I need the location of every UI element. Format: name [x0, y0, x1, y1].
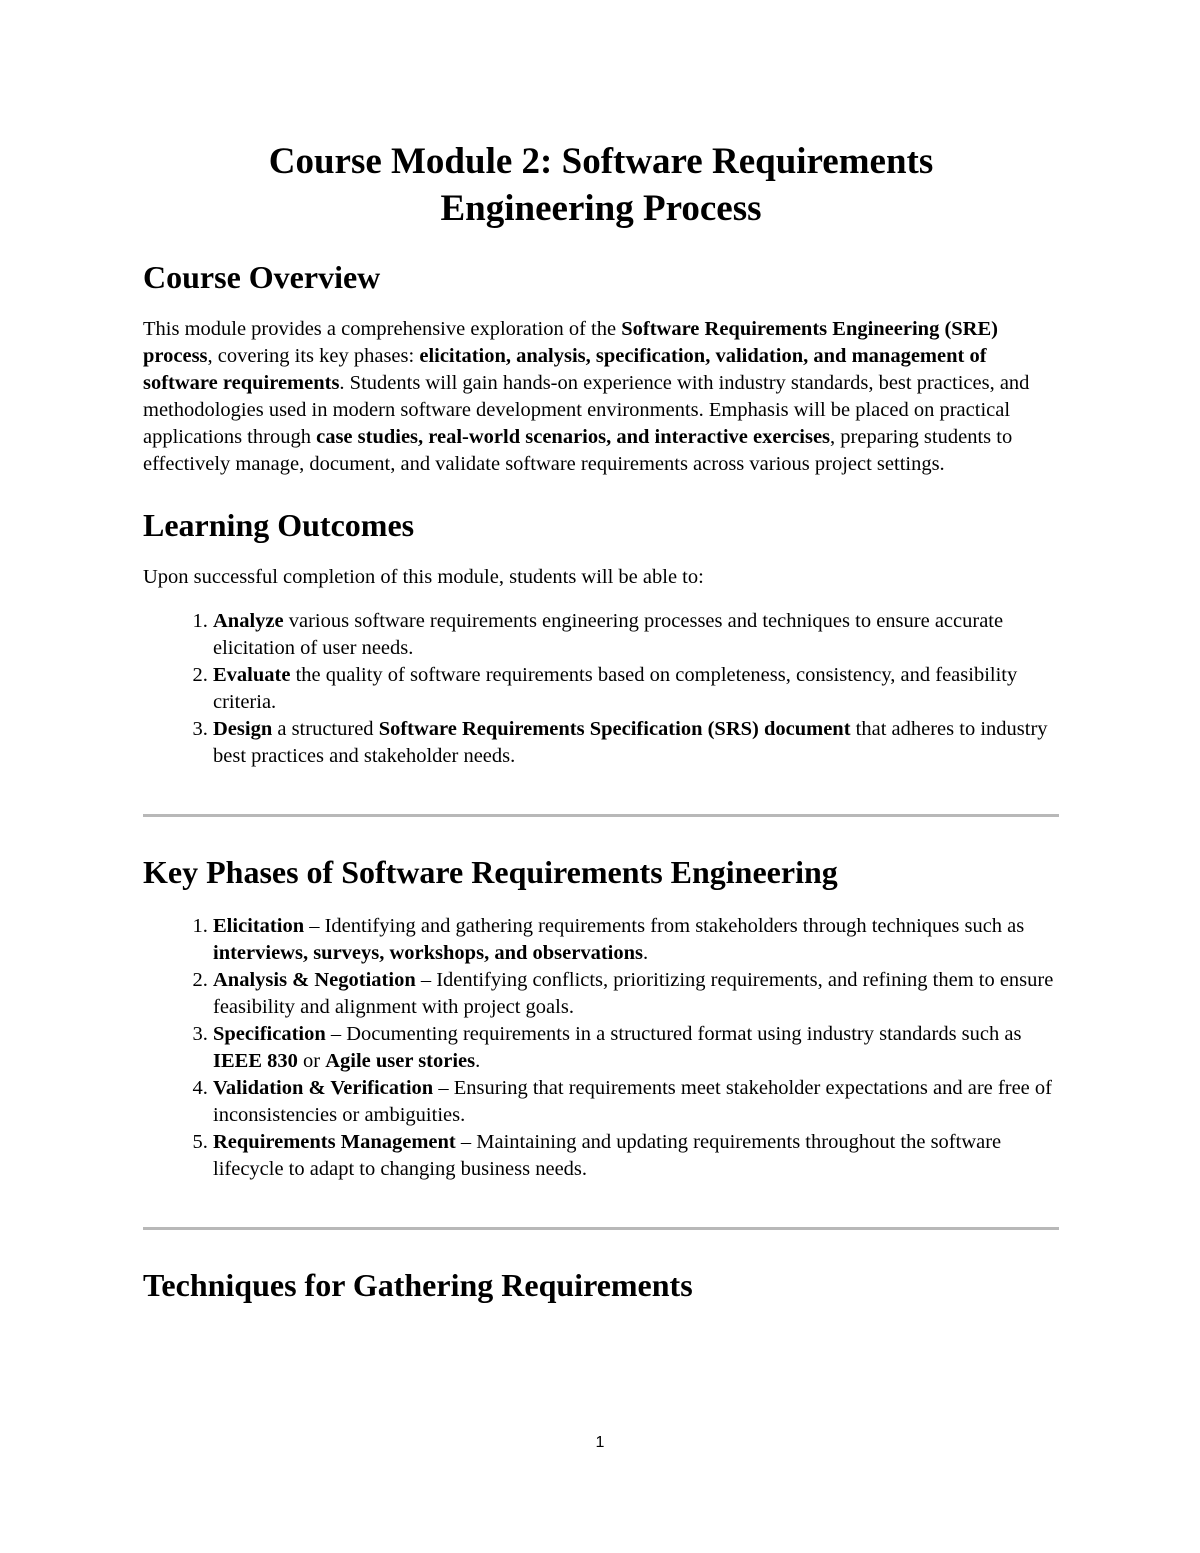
item-bold-3: Agile user stories — [325, 1050, 476, 1072]
techniques-heading: Techniques for Gathering Requirements — [143, 1267, 693, 1303]
item-bold: Analyze — [213, 610, 284, 632]
page-number: 1 — [595, 1434, 605, 1451]
overview-heading: Course Overview — [143, 259, 381, 295]
overview-bold-3: case studies, real-world scenarios, and interactive exercises — [316, 426, 831, 448]
list-item — [213, 967, 1059, 1021]
list-item — [213, 913, 1059, 967]
list-item — [213, 1075, 1059, 1129]
item-text: a structured — [272, 718, 379, 740]
item-text: – Maintaining and updating requirements throughout the software lifecycle to adapt to changing business needs. — [213, 1131, 1002, 1180]
outcomes-intro: Upon successful completion of this module, students will be able to: — [143, 566, 704, 588]
overview-bold-1: Software Requirements Engineering (SRE) process — [143, 318, 998, 367]
item-text: – Identifying and gathering requirements from stakeholders through techniques such as — [304, 915, 1025, 937]
overview-text-1: This module provides a comprehensive exploration of the — [143, 318, 622, 340]
item-bold-2: interviews, surveys, workshops, and observations — [213, 942, 643, 964]
title-line-2: Engineering Process — [440, 188, 762, 229]
title-line-1: Course Module 2: Software Requirements — [268, 141, 934, 182]
item-bold: Evaluate — [213, 664, 291, 686]
document-title — [143, 138, 1059, 232]
item-bold: Requirements Management — [213, 1131, 456, 1153]
item-text: various software requirements engineering processes and techniques to ensure accurate elicitation of user needs. — [213, 610, 1004, 659]
overview-text-4: , preparing students to effectively manage, document, and validate software requirements across various project settings. — [143, 426, 1013, 475]
outcomes-list — [143, 608, 1059, 770]
item-bold-2: Software Requirements Specification (SRS) document — [378, 718, 851, 740]
list-item — [213, 608, 1059, 662]
list-item — [213, 1021, 1059, 1075]
item-text: – Identifying conflicts, prioritizing requirements, and refining them to ensure feasibility and alignment with project goals. — [213, 969, 1054, 1018]
section-divider — [143, 814, 1059, 817]
section-divider — [143, 1227, 1059, 1230]
item-text-3: . — [475, 1050, 481, 1072]
item-text: the quality of software requirements based on completeness, consistency, and feasibility criteria. — [213, 664, 1018, 713]
list-item — [213, 1129, 1059, 1183]
item-bold: Design — [213, 718, 273, 740]
item-text: – Documenting requirements in a structured format using industry standards such as — [325, 1023, 1022, 1045]
item-bold-2: IEEE 830 — [213, 1050, 298, 1072]
list-item — [213, 716, 1059, 770]
overview-paragraph — [143, 316, 1059, 478]
item-text-2: . — [642, 942, 649, 964]
outcomes-heading: Learning Outcomes — [143, 507, 415, 543]
item-bold: Validation & Verification — [213, 1077, 434, 1099]
overview-text-2: , covering its key phases: — [207, 345, 420, 367]
item-text-2: or — [297, 1050, 326, 1072]
item-bold: Elicitation — [213, 915, 305, 937]
page-content — [143, 138, 1059, 1304]
list-item — [213, 662, 1059, 716]
overview-bold-2: elicitation, analysis, specification, validation, and management of software requirements — [143, 345, 987, 394]
item-bold: Analysis & Negotiation — [213, 969, 416, 991]
overview-text-3: . Students will gain hands-on experience with industry standards, best practices, and methodologies used in modern software development environments. Emphasis will be placed on practical applications through — [143, 372, 1030, 448]
phases-heading: Key Phases of Software Requirements Engineering — [143, 854, 838, 890]
item-text-2: that adheres to industry best practices and stakeholder needs. — [213, 718, 1048, 767]
item-bold: Specification — [213, 1023, 326, 1045]
phases-list — [143, 913, 1059, 1183]
item-text: – Ensuring that requirements meet stakeholder expectations and are free of inconsistencies or ambiguities. — [213, 1077, 1052, 1126]
